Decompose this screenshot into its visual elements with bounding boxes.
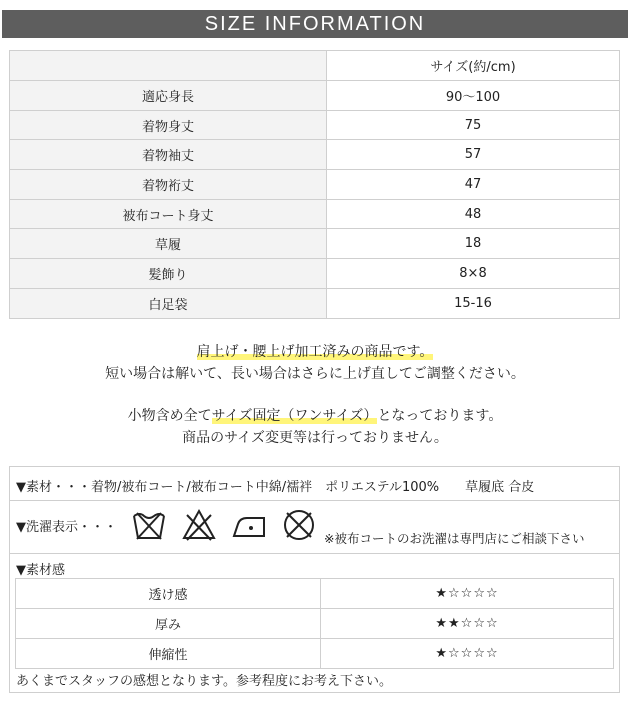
wash-note: ※被布コートのお洗濯は専門店にご相談下さい [324, 531, 585, 546]
wash-label: ▼洗濯表示・・・ [16, 520, 117, 535]
no-bleach-icon [181, 507, 217, 543]
size-row-label: 着物身丈 [10, 110, 327, 140]
table-row [10, 110, 620, 140]
size-row-value: 48 [327, 199, 620, 229]
table-row [10, 199, 620, 229]
size-row-value: 15-16 [327, 288, 620, 318]
note-line-3-post: となっております。 [377, 408, 503, 424]
size-header-label [10, 51, 327, 81]
hand-wash-icon [131, 507, 167, 543]
feel-row-label: 厚み [16, 609, 321, 639]
size-row-label: 髪飾り [10, 259, 327, 289]
feel-row-label: 伸縮性 [16, 639, 321, 669]
iron-low-icon [231, 507, 267, 543]
table-row [10, 288, 620, 318]
note-line-4: 商品のサイズ変更等は行っておりません。 [182, 430, 448, 446]
size-row-value: 75 [327, 110, 620, 140]
table-row [10, 140, 620, 170]
note-line-3-pre: 小物含め全て [127, 408, 212, 424]
no-dry-clean-icon [281, 507, 317, 543]
size-row-value: 18 [327, 229, 620, 259]
size-row-label: 草履 [10, 229, 327, 259]
feel-label: ▼素材感 [16, 563, 65, 578]
table-row [16, 639, 614, 669]
feel-row-stars: ★★☆☆☆ [321, 609, 614, 639]
size-row-label: 着物袖丈 [10, 140, 327, 170]
banner-title: SIZE INFORMATION [204, 13, 426, 35]
size-row-value: 8×8 [327, 259, 620, 289]
table-row [10, 81, 620, 111]
size-row-label: 被布コート身丈 [10, 199, 327, 229]
size-table-header [10, 51, 620, 81]
size-table [9, 50, 620, 319]
note-line-1 [0, 341, 630, 361]
care-info-box [9, 466, 620, 693]
divider [10, 500, 619, 501]
size-row-label: 着物裄丈 [10, 170, 327, 200]
feel-row-stars: ★☆☆☆☆ [321, 579, 614, 609]
size-row-label: 白足袋 [10, 288, 327, 318]
table-row [16, 579, 614, 609]
note-line-2: 短い場合は解いて、長い場合はさらに上げ直してご調整ください。 [105, 366, 525, 382]
size-information-banner [2, 10, 628, 38]
size-header-value: サイズ(約/cm) [327, 51, 620, 81]
note-line-3 [0, 405, 630, 425]
note-highlight-alteration: 肩上げ・腰上げ加工済みの商品です。 [196, 344, 434, 360]
table-row [16, 609, 614, 639]
table-row [10, 259, 620, 289]
footer-note: あくまでスタッフの感想となります。参考程度にお考え下さい。 [16, 674, 392, 689]
size-row-value: 90〜100 [327, 81, 620, 111]
feel-row-label: 透け感 [16, 579, 321, 609]
material-line: ▼素材・・・着物/被布コート/被布コート中綿/襦袢 ポリエステル100% 草履底 合皮 [16, 480, 535, 495]
size-row-value: 57 [327, 140, 620, 170]
divider [10, 553, 619, 554]
note-highlight-one-size: サイズ固定（ワンサイズ） [211, 408, 378, 424]
table-row [10, 229, 620, 259]
table-row [10, 170, 620, 200]
texture-table [15, 578, 614, 669]
size-row-value: 47 [327, 170, 620, 200]
size-row-label: 適応身長 [10, 81, 327, 111]
feel-row-stars: ★☆☆☆☆ [321, 639, 614, 669]
wash-icons [131, 507, 317, 543]
